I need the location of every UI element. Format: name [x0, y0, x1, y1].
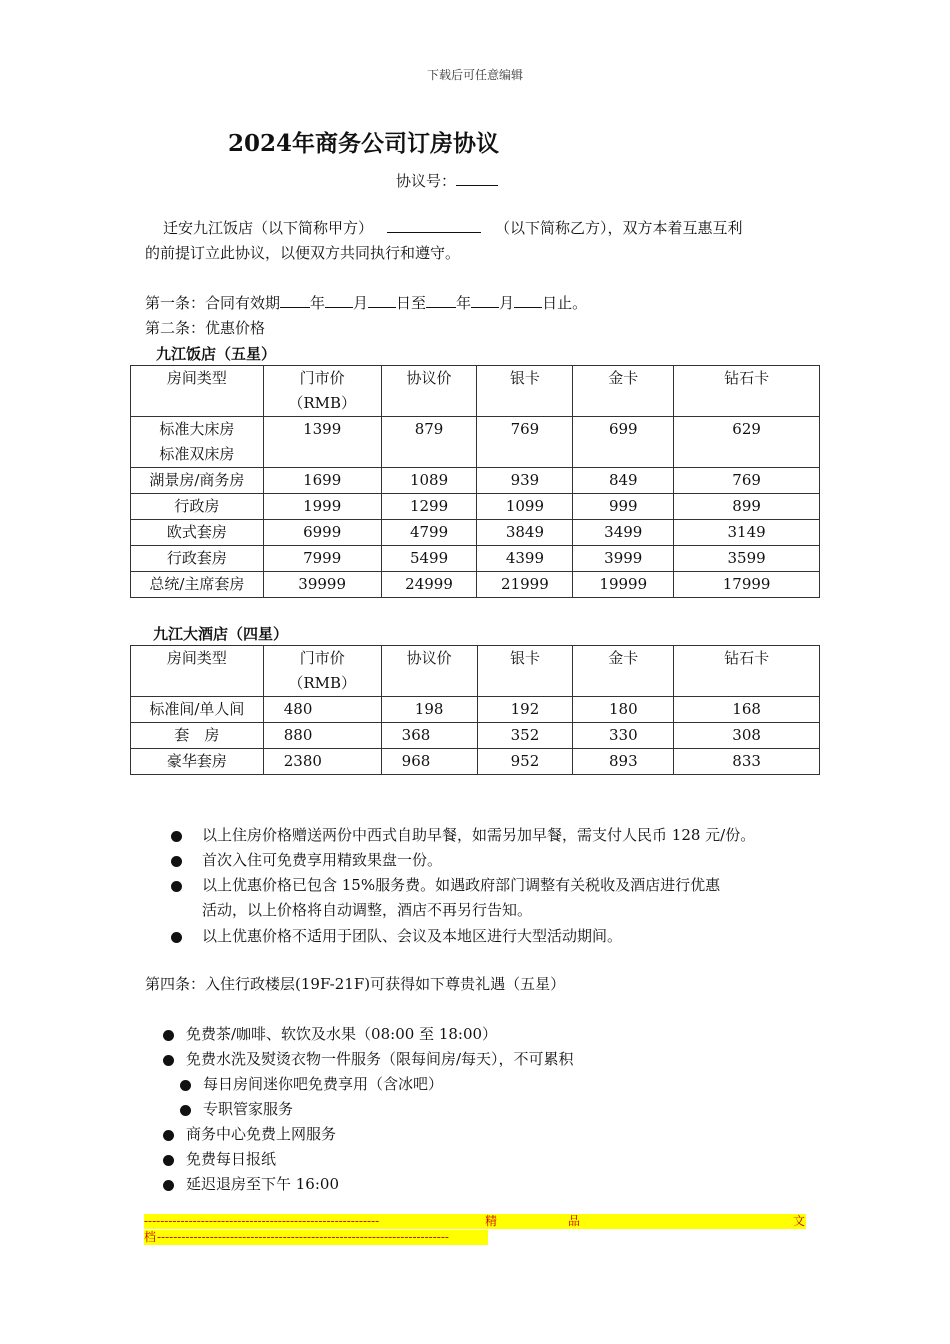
room-type: 湖景房/商务房 [131, 468, 264, 494]
footer-dashes: ---------------------------------------------------------- [144, 1214, 380, 1228]
bullet-icon [163, 1055, 174, 1066]
bullet-icon [163, 1130, 174, 1141]
rate-cell: 1699 [263, 468, 381, 494]
rate-cell: 849 [573, 468, 674, 494]
article-1-year: 年 [310, 294, 326, 312]
article-1-prefix: 第一条：合同有效期 [145, 294, 281, 312]
rate-cell: 899 [674, 494, 820, 520]
rate-cell: 368 [381, 723, 477, 749]
rate-cell: 330 [573, 723, 674, 749]
header-gold-card: 金卡 [573, 366, 674, 417]
header-rack-rate: 门市价 （RMB） [263, 646, 381, 697]
rate-cell: 6999 [263, 520, 381, 546]
note-item-continuation: 活动，以上价格将自动调整，酒店不再另行告知。 [202, 901, 533, 919]
room-type: 标准间/单人间 [131, 697, 264, 723]
article-4: 第四条：入住行政楼层(19F-21F)可获得如下尊贵礼遇（五星） [145, 975, 566, 993]
rate-cell: 1089 [381, 468, 477, 494]
end-year-blank [426, 292, 456, 308]
agreement-number-label: 协议号： [396, 172, 457, 190]
rate-cell: 769 [674, 468, 820, 494]
rate-cell: 17999 [674, 572, 820, 598]
rate-cell: 3149 [674, 520, 820, 546]
header-note: 下载后可任意编辑 [426, 68, 523, 82]
rate-cell: 180 [573, 697, 674, 723]
rate-cell: 939 [477, 468, 573, 494]
footer-char: 精 [485, 1214, 498, 1228]
rate-cell: 4799 [381, 520, 477, 546]
rate-cell: 968 [381, 749, 477, 775]
bullet-icon [163, 1180, 174, 1191]
header-silver-card: 银卡 [477, 646, 573, 697]
rate-cell: 3849 [477, 520, 573, 546]
table-header-row [131, 646, 820, 697]
agreement-number [396, 170, 498, 191]
article-1-end-month: 月 [499, 294, 515, 312]
intro-line-1 [163, 216, 743, 241]
bullet-icon [171, 932, 182, 943]
table-row [131, 572, 820, 598]
intro-line-2: 的前提订立此协议，以便双方共同执行和遵守。 [145, 244, 461, 262]
rate-cell: 879 [381, 417, 477, 468]
perk-item: 商务中心免费上网服务 [163, 1122, 336, 1147]
rate-cell: 198 [381, 697, 477, 723]
bullet-icon [163, 1030, 174, 1041]
document-title: 2024年商务公司订房协议 [228, 130, 500, 157]
rate-cell: 192 [477, 697, 573, 723]
perk-item: 免费水洗及熨烫衣物一件服务（限每间房/每天），不可累积 [163, 1047, 574, 1072]
start-year-blank [280, 292, 310, 308]
room-type: 套 房 [131, 723, 264, 749]
note-item: 以上优惠价格不适用于团队、会议及本地区进行大型活动期间。 [171, 924, 622, 949]
header-room-type: 房间类型 [131, 366, 264, 417]
rate-cell: 480 [263, 697, 381, 723]
article-1-month: 月 [353, 294, 369, 312]
footer-char: 品 [568, 1214, 581, 1228]
rate-cell: 3599 [674, 546, 820, 572]
article-2: 第二条：优惠价格 [145, 319, 266, 337]
bullet-icon [163, 1155, 174, 1166]
rate-cell: 2380 [263, 749, 381, 775]
party-a-text: 迁安九江饭店（以下简称甲方） [163, 219, 374, 237]
perk-item: 专职管家服务 [180, 1097, 293, 1122]
header-silver-card: 银卡 [477, 366, 573, 417]
table-row [131, 749, 820, 775]
footer-watermark-line-1 [144, 1214, 806, 1229]
room-type: 标准大床房 标准双床房 [131, 417, 264, 468]
note-item: 以上优惠价格已包含 15%服务费。如遇政府部门调整有关税收及酒店进行优惠 [171, 873, 720, 898]
perk-item: 每日房间迷你吧免费享用（含冰吧） [180, 1072, 443, 1097]
rate-cell: 352 [477, 723, 573, 749]
table-header-row [131, 366, 820, 417]
header-diamond-card: 钻石卡 [674, 646, 820, 697]
rate-cell: 5499 [381, 546, 477, 572]
room-type: 行政房 [131, 494, 264, 520]
rate-cell: 24999 [381, 572, 477, 598]
rate-cell: 168 [674, 697, 820, 723]
rate-cell: 1299 [381, 494, 477, 520]
rate-cell: 19999 [573, 572, 674, 598]
hotel-1-name: 九江饭店（五星） [156, 345, 277, 363]
rate-cell: 699 [573, 417, 674, 468]
header-agreement-rate: 协议价 [381, 366, 477, 417]
rate-cell: 1099 [477, 494, 573, 520]
bullet-icon [171, 856, 182, 867]
table-row [131, 546, 820, 572]
room-type: 行政套房 [131, 546, 264, 572]
table-row [131, 494, 820, 520]
footer-watermark-line-2 [144, 1230, 488, 1245]
table-row [131, 468, 820, 494]
header-diamond-card: 钻石卡 [674, 366, 820, 417]
footer-char: 档 [144, 1230, 157, 1244]
bullet-icon [171, 831, 182, 842]
party-b-suffix: （以下简称乙方），双方本着互惠互利 [495, 219, 743, 237]
agreement-number-blank [456, 171, 498, 186]
header-room-type: 房间类型 [131, 646, 264, 697]
rate-cell: 1399 [263, 417, 381, 468]
rate-cell: 769 [477, 417, 573, 468]
article-1-end-day: 日止。 [542, 294, 588, 312]
rate-cell: 1999 [263, 494, 381, 520]
header-rack-rate: 门市价 （RMB） [263, 366, 381, 417]
note-item: 以上住房价格赠送两份中西式自助早餐，如需另加早餐，需支付人民币 128 元/份。 [171, 823, 755, 848]
party-b-blank [387, 217, 481, 233]
note-item: 首次入住可免费享用精致果盘一份。 [171, 848, 442, 873]
rate-cell: 39999 [263, 572, 381, 598]
rate-cell: 893 [573, 749, 674, 775]
rate-cell: 880 [263, 723, 381, 749]
article-1-day: 日至 [396, 294, 427, 312]
end-month-blank [471, 292, 499, 308]
bullet-icon [171, 881, 182, 892]
table-row [131, 520, 820, 546]
footer-dashes: ------------------------------------------------------------------------ [157, 1230, 449, 1244]
hotel-2-name: 九江大酒店（四星） [153, 625, 289, 643]
rate-cell: 4399 [477, 546, 573, 572]
perk-item: 免费茶/咖啡、软饮及水果（08:00 至 18:00） [163, 1022, 497, 1047]
rate-cell: 3999 [573, 546, 674, 572]
room-type: 总统/主席套房 [131, 572, 264, 598]
bullet-icon [180, 1080, 191, 1091]
article-1-end-year: 年 [456, 294, 472, 312]
bullet-icon [180, 1105, 191, 1116]
rate-cell: 308 [674, 723, 820, 749]
start-day-blank [368, 292, 396, 308]
rate-cell: 7999 [263, 546, 381, 572]
rate-cell: 952 [477, 749, 573, 775]
hotel-1-rate-table [130, 365, 820, 598]
rate-cell: 999 [573, 494, 674, 520]
hotel-2-rate-table [130, 645, 820, 775]
perk-item: 免费每日报纸 [163, 1147, 276, 1172]
end-day-blank [514, 292, 542, 308]
room-type: 欧式套房 [131, 520, 264, 546]
header-gold-card: 金卡 [573, 646, 674, 697]
footer-char: 文 [793, 1214, 806, 1228]
start-month-blank [325, 292, 353, 308]
rate-cell: 629 [674, 417, 820, 468]
perk-item: 延迟退房至下午 16:00 [163, 1172, 339, 1197]
rate-cell: 3499 [573, 520, 674, 546]
room-type: 豪华套房 [131, 749, 264, 775]
table-row [131, 697, 820, 723]
header-agreement-rate: 协议价 [381, 646, 477, 697]
rate-cell: 21999 [477, 572, 573, 598]
table-row [131, 417, 820, 468]
article-1 [145, 291, 587, 316]
rate-cell: 833 [674, 749, 820, 775]
table-row [131, 723, 820, 749]
